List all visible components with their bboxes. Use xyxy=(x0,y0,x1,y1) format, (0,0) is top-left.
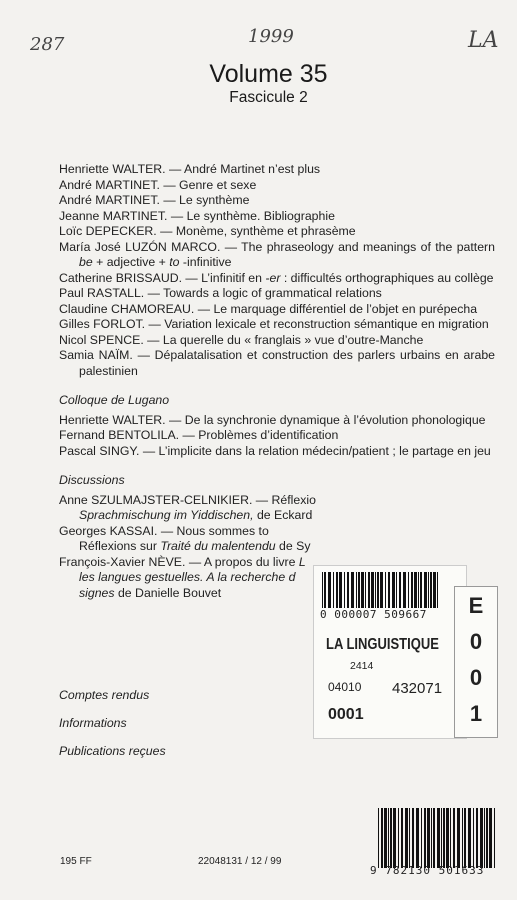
handwritten-note-left: 287 xyxy=(30,34,65,55)
toc-entry: Pascal SINGY. — L’implicite dans la relation médecin/patient ; le partage en jeu xyxy=(59,443,491,458)
toc-italic: Traité du malentendu xyxy=(160,539,276,553)
shelf-tag-char: 0 xyxy=(469,665,483,690)
section-informations: Informations xyxy=(59,716,127,730)
toc-entry: Loïc DEPECKER. — Monème, synthème et phrasème xyxy=(59,224,356,238)
section-comptes-rendus: Comptes rendus xyxy=(59,688,150,702)
toc-entry: Gilles FORLOT. — Variation lexicale et reconstruction sémantique en migration xyxy=(59,317,489,331)
toc-entry xyxy=(59,271,495,287)
toc-italic: to xyxy=(169,255,180,269)
toc-text: : difficultés orthographiques au collège xyxy=(280,270,494,285)
sticker-number: 0 000007 509667 xyxy=(320,608,427,621)
toc-entry: Henriette WALTER. — De la synchronie dynamique à l’évolution phonologique xyxy=(59,412,486,427)
toc-text: Catherine BRISSAUD. — L’infinitif en xyxy=(59,270,266,285)
toc-italic: -er xyxy=(265,270,281,285)
toc-entry: Jeanne MARTINET. — Le synthème. Bibliographie xyxy=(59,208,335,223)
toc-italic: signes xyxy=(79,585,115,600)
toc-text: de Sy xyxy=(275,539,311,553)
sticker-code-1: 2414 xyxy=(350,660,374,672)
volume-title: Volume 35 xyxy=(209,60,328,88)
toc-entry xyxy=(59,524,495,555)
toc-line: Anne SZULMAJSTER-CELNIKIER. — Réflexio xyxy=(59,492,316,507)
sticker-code-2: 04010 xyxy=(328,680,362,694)
toc-entry xyxy=(59,240,495,271)
sticker-barcode xyxy=(322,572,444,608)
toc-text: de Danielle Bouvet xyxy=(114,585,222,600)
toc-line: les langues gestuelles. A la recherche d xyxy=(79,570,296,584)
toc-text: François-Xavier NÈVE. — A propos du livre xyxy=(59,554,299,569)
toc-text: Réflexions sur xyxy=(79,539,161,553)
page-header xyxy=(0,60,517,108)
toc-line xyxy=(59,539,495,555)
toc-entry: Paul RASTALL. — Towards a logic of grammatical relations xyxy=(59,286,382,300)
shelf-tag-char: 0 xyxy=(469,629,483,654)
toc-entry: Henriette WALTER. — André Martinet n’est plus xyxy=(59,162,321,176)
handwritten-note-year: 1999 xyxy=(248,26,294,47)
section-publications: Publications reçues xyxy=(59,744,166,758)
toc-entry: Samia NAÏM. — Dépalatalisation et construction des parlers urbains en arabe palestinien xyxy=(59,348,495,378)
print-code: 22048131 / 12 / 99 xyxy=(198,856,282,867)
toc-text: + adjective + xyxy=(92,255,170,269)
toc-italic: be xyxy=(79,255,93,269)
shelf-tag-char: E xyxy=(468,593,484,618)
toc-entry: André MARTINET. — Le synthème xyxy=(59,193,250,207)
toc-text: María José LUZÓN MARCO. — The phraseology and meanings of the pattern xyxy=(59,239,495,254)
toc-entry: André MARTINET. — Genre et sexe xyxy=(59,177,257,192)
shelf-tag xyxy=(454,586,498,738)
toc-italic: L xyxy=(298,554,306,569)
section-heading-colloque: Colloque de Lugano xyxy=(59,393,170,407)
isbn-barcode xyxy=(378,808,498,868)
toc-italic: Sprachmischung im Yiddischen, xyxy=(79,508,254,522)
price-label: 195 FF xyxy=(60,856,92,867)
isbn-number: 9 782130 501633 xyxy=(370,864,485,877)
fascicule-title: Fascicule 2 xyxy=(229,89,308,106)
handwritten-note-right: LA xyxy=(468,28,499,53)
toc-entry xyxy=(59,493,495,524)
toc-entry: Claudine CHAMOREAU. — Le marquage différentiel de l’objet en purépecha xyxy=(59,301,478,316)
toc-text: -infinitive xyxy=(179,255,232,269)
toc-line xyxy=(59,508,495,524)
sticker-code-4: 0001 xyxy=(328,706,364,723)
section-heading-discussions: Discussions xyxy=(59,473,125,487)
library-sticker xyxy=(313,565,467,739)
toc-text: de Eckard xyxy=(253,508,313,522)
shelf-tag-char: 1 xyxy=(469,701,483,726)
toc-entry: Fernand BENTOLILA. — Problèmes d’identification xyxy=(59,428,339,442)
toc-entry: Nicol SPENCE. — La querelle du « franglais » vue d’outre-Manche xyxy=(59,332,424,347)
toc-line: Georges KASSAI. — Nous sommes to xyxy=(59,523,269,538)
sticker-code-3: 432071 xyxy=(392,680,443,697)
sticker-library-name: LA LINGUISTIQUE xyxy=(326,634,439,653)
table-of-contents xyxy=(59,162,495,601)
